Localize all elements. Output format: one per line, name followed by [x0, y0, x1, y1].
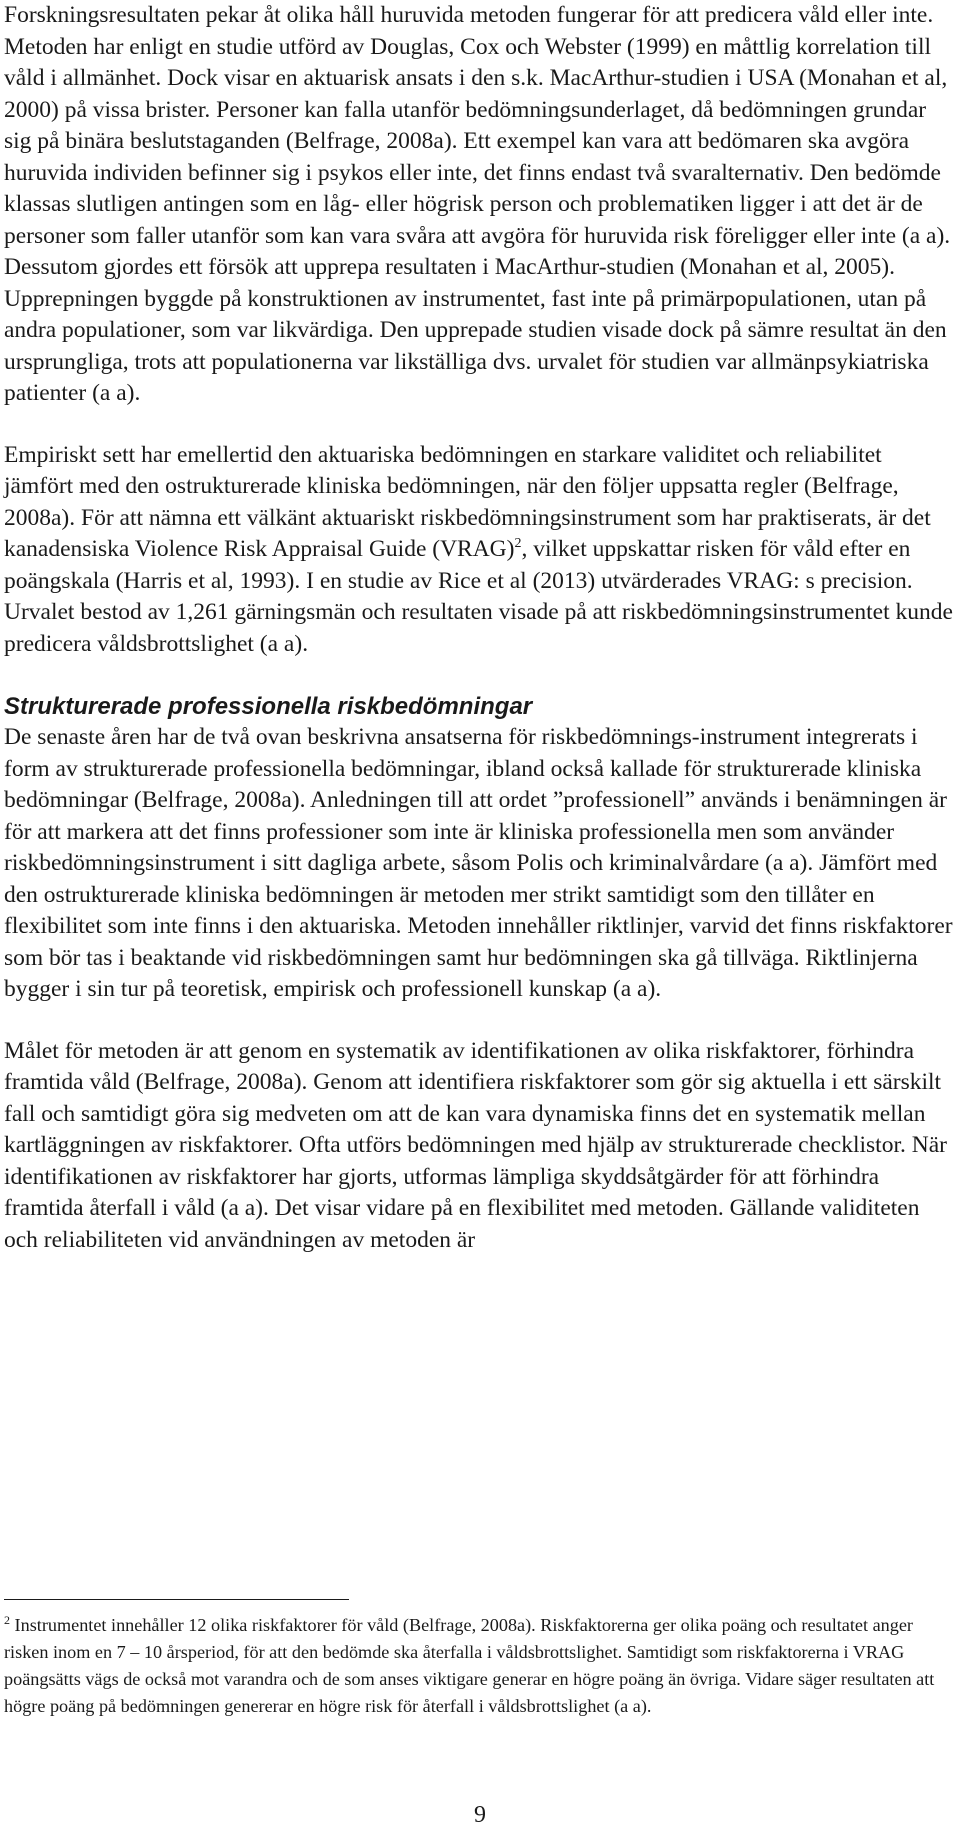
footnote-separator — [4, 1599, 349, 1600]
page-number: 9 — [474, 1802, 486, 1828]
footnote-marker: 2 — [4, 1612, 10, 1627]
body-paragraph: De senaste åren har de två ovan beskrivna ansatserna för riskbedömnings-instrument integrerats i form av strukturerade professionella bedömningar, ibland också kallade för strukturerade kliniska bedömningar (Belfrage, 2008a). Anledningen till att ordet ”professionell” används i benämningen är för att markera att det finns professioner som inte är kliniska professionella men som använder riskbedömningsinstrument i sitt dagliga arbete, såsom Polis och kriminalvårdare (a a). Jämfört med den ostrukturerade kliniska bedömningen är metoden mer strikt samtidigt som den tillåter en flexibilitet som inte finns i den aktuariska. Metoden innehåller riktlinjer, varvid det finns riskfaktorer som bör tas i beaktande vid riskbedömningen samt hur bedömningen ska gå tillväga. Riktlinjerna bygger i sin tur på teoretisk, empirisk och professionell kunskap (a a). — [4, 724, 953, 1002]
paragraph-gap — [4, 410, 956, 440]
footnote-reference: 2 — [514, 536, 522, 552]
document-page — [4, 0, 956, 1256]
footnote-text: Instrumentet innehåller 12 olika riskfaktorer för våld (Belfrage, 2008a). Riskfaktorerna ger olika poäng och resultatet anger risken inom en 7 – 10 årsperiod, för att den bedömde ska återfalla i våldsbrottslighet. Samtidigt som riskfaktorerna i VRAG poängsätts vägs de också mot varandra och de som anses viktigare generar en högre poäng än övriga. Vidare säger resultaten att högre poäng på bedömningen genererar en högre risk för återfall i våldsbrottslighet (a a). — [4, 1615, 935, 1716]
paragraph-gap — [4, 660, 956, 690]
section-heading: Strukturerade professionella riskbedömningar — [4, 693, 533, 720]
body-paragraph: Målet för metoden är att genom en systematik av identifikationen av olika riskfaktorer, förhindra framtida våld (Belfrage, 2008a). Genom att identifiera riskfaktorer som gör sig aktuella i ett särskilt fall och samtidigt göra sig medveten om att de kan vara dynamiska finns det en systematik mellan kartläggningen av riskfaktorer. Ofta utförs bedömningen med hjälp av strukturerade checklistor. När identifikationen av riskfaktorer har gjorts, utformas lämpliga skyddsåtgärder för att förhindra framtida återfall i våld (a a). Det visar vidare på en flexibilitet med metoden. Gällande validiteten och reliabiliteten vid användningen av metoden är — [4, 1037, 947, 1253]
body-paragraph: Forskningsresultaten pekar åt olika håll huruvida metoden fungerar för att predicera våld eller inte. Metoden har enligt en studie utförd av Douglas, Cox och Webster (1999) en måttlig korrelation till våld i allmänhet. Dock visar en aktuarisk ansats i den s.k. MacArthur-studien i USA (Monahan et al, 2000) på vissa brister. Personer kan falla utanför bedömningsunderlaget, då bedömningen grundar sig på binära beslutstaganden (Belfrage, 2008a). Ett exempel kan vara att bedömaren ska avgöra huruvida individen befinner sig i psykos eller inte, det finns endast två svaralternativ. Den bedömde klassas slutligen antingen som en låg- eller högrisk person och problematiken ligger i att det är de personer som faller utanför som kan vara svåra att avgöra för huruvida risk föreligger eller inte (a a). Dessutom gjordes ett försök att upprepa resultaten i MacArthur-studien (Monahan et al, 2005). Upprepningen byggde på konstruktionen av instrumentet, fast inte på primärpopulationen, utan på andra populationer, som var likvärdiga. Den upprepade studien visade dock på sämre resultat än den ursprungliga, trots att populationerna var likställiga dvs. urvalet för studien var allmänpsykiatriska patienter (a a). — [4, 2, 951, 406]
paragraph-gap — [4, 1006, 956, 1036]
paragraph-text: , vilket uppskattar risken för våld efter en poängskala (Harris et al, 1993). I en studie av Rice et al (2013) utvärderades VRAG: s precision. Urvalet bestod av 1,261 gärningsmän och resultaten visade på att riskbedömningsinstrumentet kunde predicera våldsbrottslighet (a a). — [4, 536, 953, 657]
footnote — [4, 1612, 956, 1720]
body-paragraph — [4, 440, 956, 661]
paragraph-text: Empiriskt sett har emellertid den aktuariska bedömningen en starkare validitet och reliabilitet jämfört med den ostrukturerade kliniska bedömningen, när den följer uppsatta regler (Belfrage, 2008a). För att nämna ett välkänt aktuariskt riskbedömningsinstrument som har praktiserats, är det kanadensiska Violence Risk Appraisal Guide (VRAG) — [4, 441, 931, 562]
